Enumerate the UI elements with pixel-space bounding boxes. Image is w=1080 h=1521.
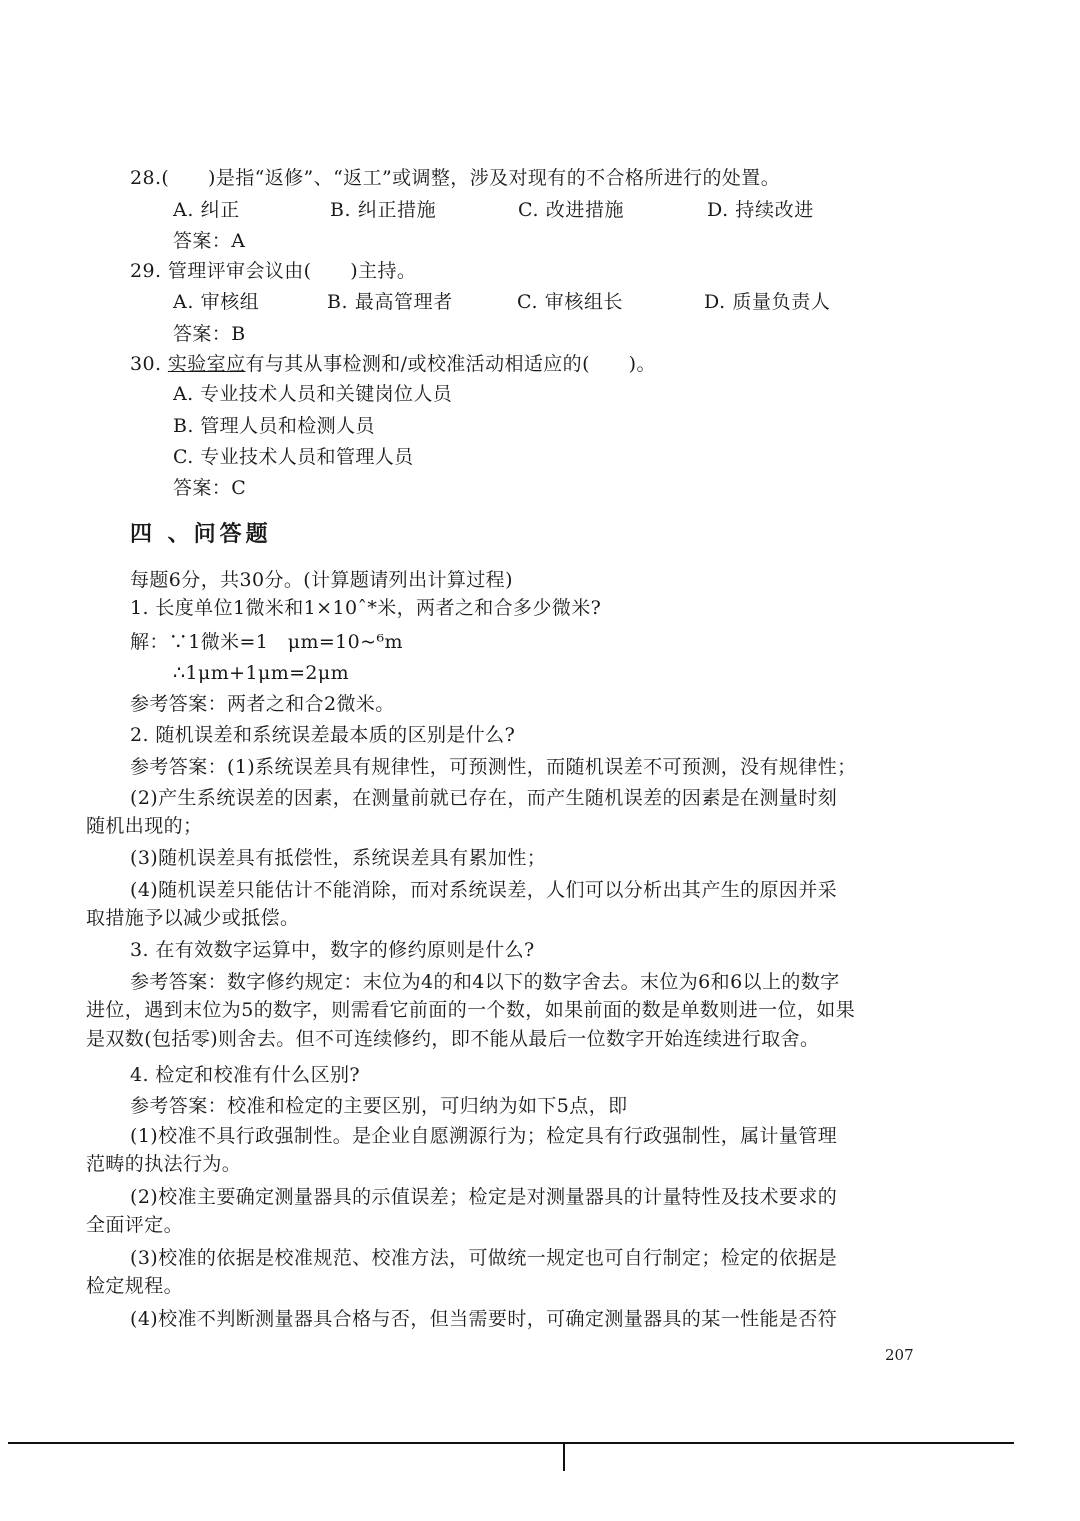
sq2-line: (4)随机误差只能估计不能消除，而对系统误差，人们可以分析出其产生的原因并采 <box>130 879 838 901</box>
sq1-question: 1. 长度单位1微米和1×10ˆ*米，两者之和合多少微米? <box>130 597 602 619</box>
sq1-solution-line1: 解：∵1微米=1 μm=10~⁶m <box>130 631 403 653</box>
sq2-line: 随机出现的； <box>86 815 203 837</box>
q29-answer: 答案：B <box>173 323 246 345</box>
sq1-solution-line2: ∴1μm+1μm=2μm <box>173 662 350 684</box>
q30-answer: 答案：C <box>173 477 247 499</box>
sq3-line: 进位，遇到末位为5的数字，则需看它前面的一个数，如果前面的数是单数则进一位，如果 <box>86 999 856 1021</box>
sq2-line: 参考答案：(1)系统误差具有规律性，可预测性，而随机误差不可预测，没有规律性； <box>130 756 857 778</box>
sq4-line: (1)校准不具行政强制性。是企业自愿溯源行为；检定具有行政强制性，属计量管理 <box>130 1125 838 1147</box>
section-intro: 每题6分，共30分。(计算题请列出计算过程) <box>130 569 513 591</box>
q30-stem-underlined: 实验室应 <box>167 353 246 375</box>
q29-option-a: A. 审核组 <box>173 291 260 313</box>
q28-option-b: B. 纠正措施 <box>330 199 437 221</box>
q28-option-c: C. 改进措施 <box>518 199 625 221</box>
q29-option-c: C. 审核组长 <box>517 291 624 313</box>
sq4-line: (2)校准主要确定测量器具的示值误差；检定是对测量器具的计量特性及技术要求的 <box>130 1186 838 1208</box>
sq4-question: 4. 检定和校准有什么区别? <box>130 1064 360 1086</box>
sq4-line: (4)校准不判断测量器具合格与否，但当需要时，可确定测量器具的某一性能是否符 <box>130 1308 838 1330</box>
q30-option-c: C. 专业技术人员和管理人员 <box>173 446 414 468</box>
sq2-line: (3)随机误差具有抵偿性，系统误差具有累加性； <box>130 847 547 869</box>
page-number: 207 <box>885 1346 914 1364</box>
q30-stem-rest: 有与其从事检测和/或校准活动相适应的( )。 <box>245 353 656 375</box>
q28-stem: 28.( )是指“返修”、“返工”或调整，涉及对现有的不合格所进行的处置。 <box>130 167 781 189</box>
sq3-line: 是双数(包括零)则舍去。但不可连续修约，即不能从最后一位数字开始连续进行取舍。 <box>86 1028 820 1050</box>
footer-rule <box>8 1442 1014 1444</box>
q30-number: 30. <box>130 353 168 375</box>
q30-option-b: B. 管理人员和检测人员 <box>173 415 375 437</box>
section-heading: 四 、问答题 <box>130 521 272 547</box>
q29-option-d: D. 质量负责人 <box>704 291 831 313</box>
sq4-line: 检定规程。 <box>86 1275 184 1297</box>
sq2-question: 2. 随机误差和系统误差最本质的区别是什么? <box>130 724 516 746</box>
sq4-line: 范畴的执法行为。 <box>86 1153 242 1175</box>
q30-stem <box>130 352 656 376</box>
q29-option-b: B. 最高管理者 <box>327 291 453 313</box>
sq3-line: 参考答案：数字修约规定：末位为4的和4以下的数字舍去。末位为6和6以上的数字 <box>130 971 840 993</box>
sq4-line: 全面评定。 <box>86 1214 184 1236</box>
footer-tick <box>563 1443 565 1471</box>
sq3-question: 3. 在有效数字运算中，数字的修约原则是什么? <box>130 939 535 961</box>
q28-answer: 答案：A <box>173 230 246 252</box>
sq4-line: 参考答案：校准和检定的主要区别，可归纳为如下5点，即 <box>130 1095 628 1117</box>
q30-option-a: A. 专业技术人员和关键岗位人员 <box>173 383 453 405</box>
sq4-line: (3)校准的依据是校准规范、校准方法，可做统一规定也可自行制定；检定的依据是 <box>130 1247 838 1269</box>
sq1-answer: 参考答案：两者之和合2微米。 <box>130 693 395 715</box>
sq2-line: 取措施予以减少或抵偿。 <box>86 907 300 929</box>
q28-option-a: A. 纠正 <box>173 199 240 221</box>
sq2-line: (2)产生系统误差的因素，在测量前就已存在，而产生随机误差的因素是在测量时刻 <box>130 787 838 809</box>
q28-option-d: D. 持续改进 <box>707 199 814 221</box>
q29-stem: 29. 管理评审会议由( )主持。 <box>130 260 417 282</box>
